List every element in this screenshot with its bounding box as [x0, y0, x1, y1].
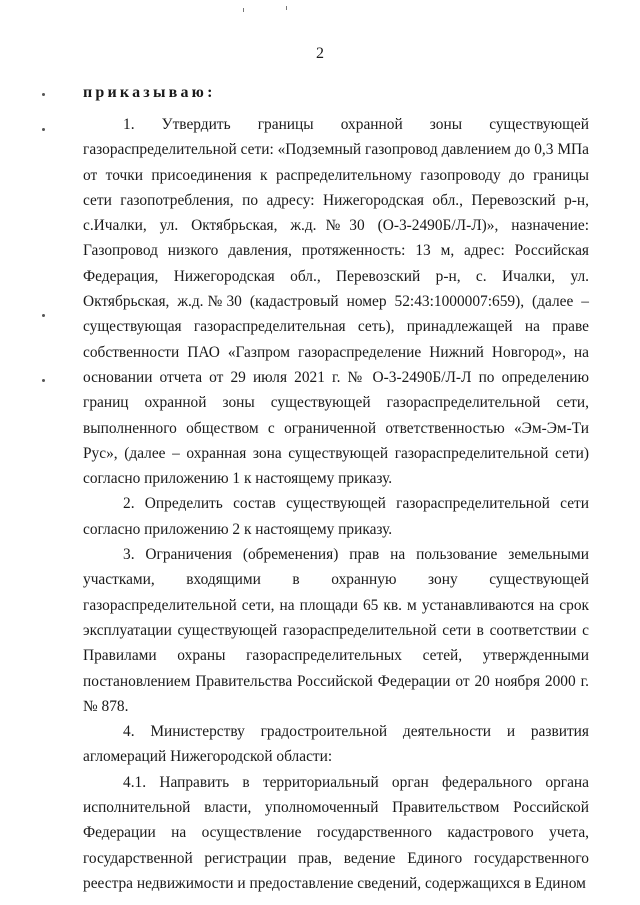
paragraph-3: 3. Ограничения (обременения) прав на пользование земельными участками, входящими в охранную зону существующей газораспределительной сети, на площади 65 кв. м устанавливаются на срок эксплуатации существующей газораспределительной сети в соответствии с Правилами охраны газораспределительных сетей, утвержденными постановлением Правительства Российской Федерации от 20 ноября 2000 г. № 878. [83, 546, 589, 715]
scan-dot [42, 379, 45, 382]
scan-mark [243, 8, 244, 12]
paragraph-4: 4. Министерству градостроительной деятельности и развития агломераций Нижегородской области: [83, 723, 589, 766]
order-heading: приказываю: [83, 84, 216, 101]
paragraph-4-1: 4.1. Направить в территориальный орган федерального органа исполнительной власти, уполномоченный Правительством Российской Федерации на осуществление государственного кадастрового учета, государственной регистрации прав, ведение Единого государственного реестра недвижимости и предоставление сведений, содержащихся в Едином [83, 773, 589, 892]
scan-dot [42, 93, 45, 96]
paragraph-1: 1. Утвердить границы охранной зоны существующей газораспределительной сети: «Подземный газопровод давлением до 0,3 МПа от точки присоединения к распределительному газопроводу до границы сети газопотребления, по адресу: Нижегородская обл., Перевозский р-н, с.Ичалки, ул. Октябрьская, ж.д.№30 (О-3-2490Б/Л-Л)», назначение: Газопровод низкого давления, протяженность: 13 м, адрес: Российская Федерация, Нижегородская обл., Перевозский р-н, с. Ичалки, ул. Октябрьская, ж.д.№30 (кадастровый номер 52:43:1000007:659), (далее – существующая газораспределительная сеть), принадлежащей на праве собственности ПАО «Газпром газораспределение Нижний Новгород», на основании отчета от 29 июля 2021 г. № О-3-2490Б/Л-Л по определению границ охранной зоны существующей газораспределительной сети, выполненного обществом с ограниченной ответственностью «Эм-Эм-Ти Рус», (далее – охранная зона существующей газораспределительной сети) согласно приложению 1 к настоящему приказу. [83, 116, 589, 488]
page-number: 2 [316, 45, 324, 62]
paragraph-2: 2. Определить состав существующей газораспределительной сети согласно приложению 2 к настоящему приказу. [83, 495, 589, 538]
document-body [83, 112, 589, 896]
scan-mark [286, 6, 287, 10]
scan-dot [42, 314, 45, 317]
scan-dot [42, 128, 45, 131]
